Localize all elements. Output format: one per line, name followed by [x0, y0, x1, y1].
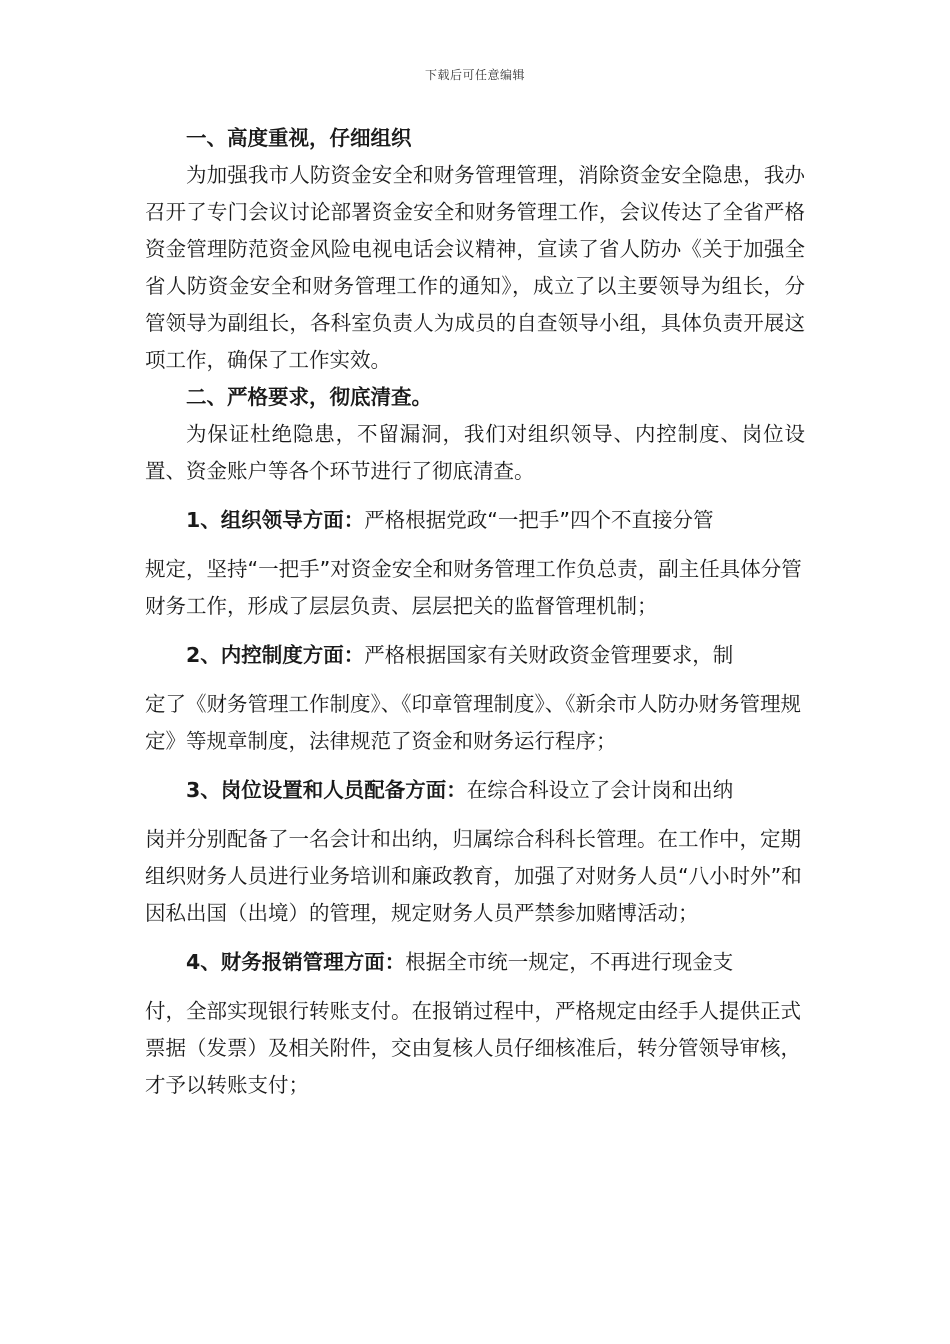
section-2-title: 二、严格要求，彻底清查。 — [186, 385, 432, 409]
list-item-reimbursement — [145, 944, 805, 1104]
list-item-lead: 4、财务报销管理方面： — [186, 950, 406, 974]
list-item-rest: 岗并分别配备了一名会计和出纳，归属综合科科长管理。在工作中，定期组织财务人员进行业务培训和廉政教育，加强了对财务人员“八小时外”和因私出国（出境）的管理，规定财务人员严禁参加赌博活动； — [145, 827, 802, 925]
list-item-rest: 规定，坚持“一把手”对资金安全和财务管理工作负总责，副主任具体分管财务工作，形成了层层负责、层层把关的监督管理机制； — [145, 557, 802, 618]
list-item-rest: 定了《财务管理工作制度》、《印章管理制度》、《新余市人防办财务管理规定》等规章制度，法律规范了资金和财务运行程序； — [145, 692, 801, 753]
list-item-organization — [145, 502, 805, 625]
list-item-first-line: 在综合科设立了会计岗和出纳 — [466, 778, 734, 802]
list-item-first-line: 根据全市统一规定，不再进行现金支 — [405, 950, 734, 974]
list-item-internal-control — [145, 637, 805, 760]
list-item-staffing — [145, 772, 805, 932]
page-header: 下载后可任意编辑 — [424, 68, 525, 82]
section-1-paragraph: 为加强我市人防资金安全和财务管理管理，消除资金安全隐患，我办召开了专门会议讨论部署资金安全和财务管理工作，会议传达了全省严格资金管理防范资金风险电视电话会议精神，宣读了省人防办《关于加强全省人防资金安全和财务管理工作的通知》，成立了以主要领导为组长，分管领导为副组长，各科室负责人为成员的自查领导小组，具体负责开展这项工作，确保了工作实效。 — [145, 163, 805, 372]
list-item-lead: 2、内控制度方面： — [186, 643, 365, 667]
list-item-lead: 3、岗位设置和人员配备方面： — [186, 778, 467, 802]
list-item-first-line: 严格根据国家有关财政资金管理要求，制 — [364, 643, 734, 667]
list-item-rest: 付，全部实现银行转账支付。在报销过程中，严格规定由经手人提供正式票据（发票）及相关附件，交由复核人员仔细核准后，转分管领导审核，才予以转账支付； — [145, 999, 801, 1097]
section-1-title: 一、高度重视，仔细组织 — [186, 126, 412, 150]
document-body — [145, 120, 805, 1104]
list-item-lead: 1、组织领导方面： — [186, 508, 365, 532]
list-item-first-line: 严格根据党政“一把手”四个不直接分管 — [364, 508, 714, 532]
section-2-paragraph: 为保证杜绝隐患，不留漏洞，我们对组织领导、内控制度、岗位设置、资金账户等各个环节进行了彻底清查。 — [145, 422, 805, 483]
